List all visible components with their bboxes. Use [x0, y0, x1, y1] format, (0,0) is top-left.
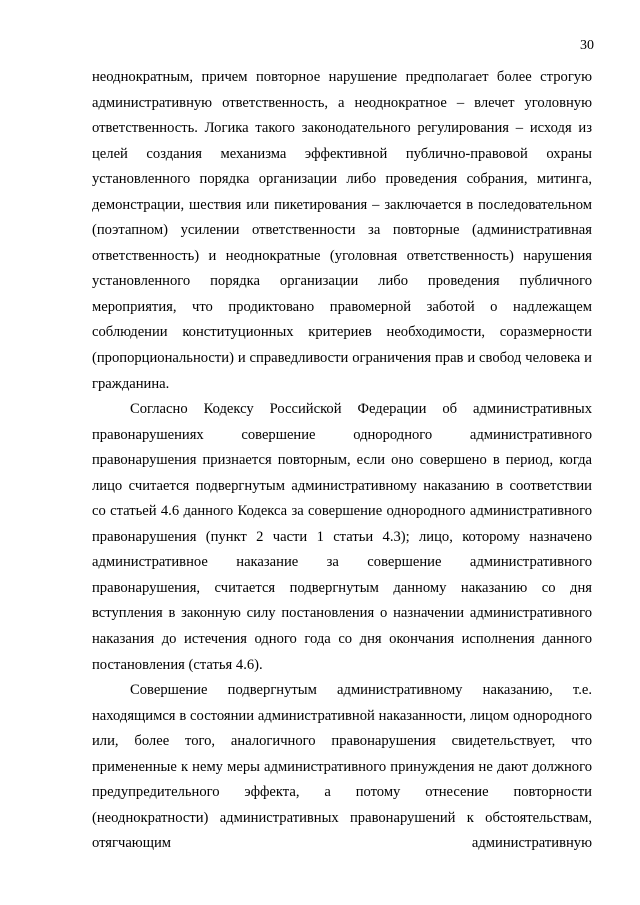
paragraph-3: Совершение подвергнутым административному наказанию, т.е. находящимся в состоянии административной наказанности, лицом однородного или, более того, аналогичного правонарушения свидетельствует, что примененные к нему меры административного принуждения не дают должного предупредительного эффекта, а потому отнесение повторности (неоднократности) административных правонарушений к обстоятельствам, отягчающим административную: [92, 682, 592, 852]
document-body: [92, 65, 592, 857]
paragraph-1: неоднократным, причем повторное нарушение предполагает более строгую административную ответственность, а неоднократное – влечет уголовную ответственность. Логика такого законодательного регулирования – исходя из целей создания механизма эффективной публично-правовой охраны установленного порядка организации либо проведения собрания, митинга, демонстрации, шествия или пикетирования – заключается в последовательном (поэтапном) усилении ответственности за повторные (административная ответственность) и неоднократные (уголовная ответственность) нарушения установленного порядка организации либо проведения публичного мероприятия, что продиктовано правомерной заботой о надлежащем соблюдении конституционных критериев необходимости, соразмерности (пропорциональности) и справедливости ограничения прав и свобод человека и гражданина.: [92, 69, 592, 392]
page-number: 30: [580, 38, 594, 53]
paragraph-2: Согласно Кодексу Российской Федерации об административных правонарушениях совершение однородного административного правонарушения признается повторным, если оно совершено в период, когда лицо считается подвергнутым административному наказанию в соответствии со статьей 4.6 данного Кодекса за совершение однородного административного правонарушения (пункт 2 части 1 статьи 4.3); лицо, которому назначено административное наказание за совершение административного правонарушения, считается подвергнутым данному наказанию со дня вступления в законную силу постановления о назначении административного наказания до истечения одного года со дня окончания исполнения данного постановления (статья 4.6).: [92, 401, 592, 673]
